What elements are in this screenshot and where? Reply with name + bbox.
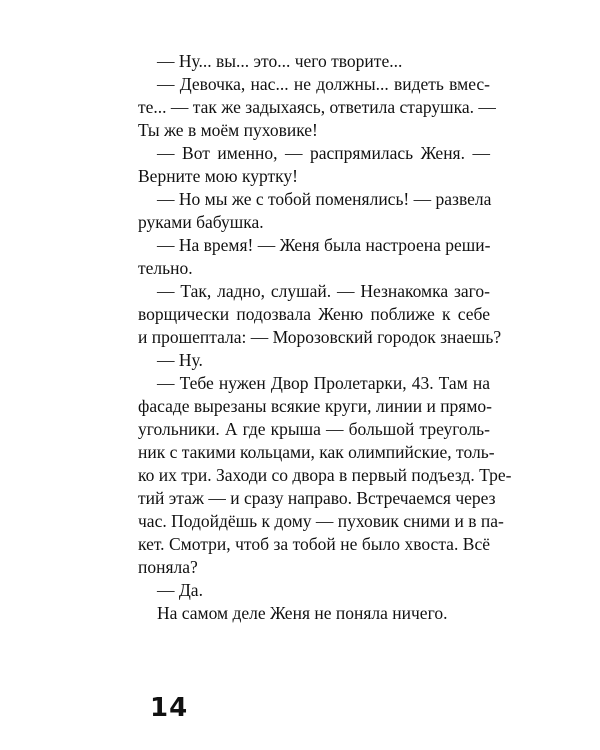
text-line: — Вот именно, — распрямилась Женя. — bbox=[157, 143, 490, 163]
page-number: 14 bbox=[150, 693, 189, 723]
text-line: поняла? bbox=[138, 557, 198, 577]
text-line: — Ну. bbox=[157, 350, 203, 370]
text-line: ник с такими кольцами, как олимпийские, толь- bbox=[138, 442, 495, 462]
text-line: руками бабушка. bbox=[138, 212, 264, 232]
text-line: тий этаж — и сразу направо. Встречаемся через bbox=[138, 488, 496, 508]
text-line: ко их три. Заходи со двора в первый подъезд. Тре- bbox=[138, 465, 512, 485]
text-line: — Да. bbox=[157, 580, 203, 600]
text-line: — Но мы же с тобой поменялись! — развела bbox=[157, 189, 492, 209]
text-line: — Тебе нужен Двор Пролетарки, 43. Там на bbox=[157, 373, 490, 393]
text-line: угольники. А где крыша — большой треуголь- bbox=[138, 419, 490, 439]
text-line: те... — так же задыхаясь, ответила старушка. — bbox=[138, 97, 496, 117]
text-line: Ты же в моём пуховике! bbox=[138, 120, 318, 140]
text-line: кет. Смотри, чтоб за тобой не было хвоста. Всё bbox=[138, 534, 490, 554]
page-body-text bbox=[138, 50, 512, 625]
text-line: — На время! — Женя была настроена реши- bbox=[157, 235, 491, 255]
text-line: фасаде вырезаны всякие круги, линии и прямо- bbox=[138, 396, 493, 416]
text-line: — Ну... вы... это... чего творите... bbox=[157, 51, 403, 71]
text-line: и прошептала: — Морозовский городок знаешь? bbox=[138, 327, 502, 347]
text-line: ворщически подозвала Женю поближе к себе bbox=[138, 304, 490, 324]
text-line: тельно. bbox=[138, 258, 193, 278]
text-line: — Девочка, нас... не должны... видеть вмес- bbox=[157, 74, 490, 94]
text-line: час. Подойдёшь к дому — пуховик сними и в па- bbox=[138, 511, 504, 531]
text-line: На самом деле Женя не поняла ничего. bbox=[157, 603, 448, 623]
text-line: Верните мою куртку! bbox=[138, 166, 298, 186]
text-line: — Так, ладно, слушай. — Незнакомка заго- bbox=[157, 281, 490, 301]
